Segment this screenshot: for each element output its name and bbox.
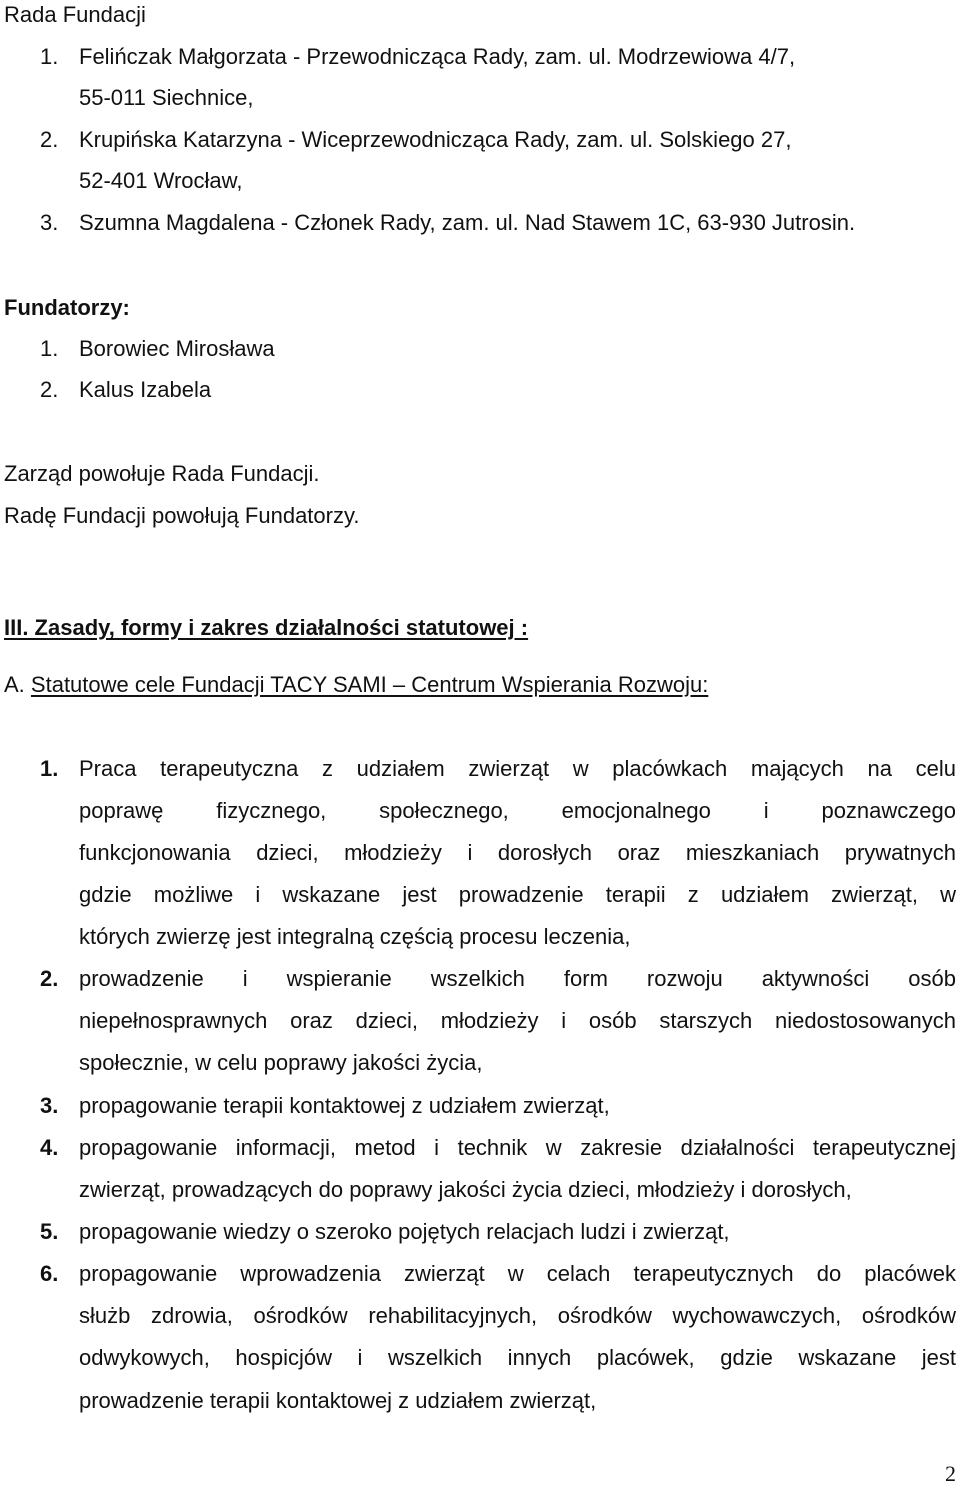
- page-number: 2: [945, 1461, 956, 1486]
- fundator-1-number: 1.: [40, 336, 59, 361]
- section-3-sub-title: Statutowe cele Fundacji TACY SAMI – Centrum Wspierania Rozwoju:: [30, 672, 709, 697]
- goal-4-line-2: zwierząt, prowadzących do poprawy jakości życia dzieci, młodzieży i dorosłych,: [79, 1177, 852, 1202]
- fundator-2-number: 2.: [40, 377, 59, 402]
- rada-item-1-line-2: 55-011 Siechnice,: [79, 85, 254, 110]
- goal-2-line-3: społecznie, w celu poprawy jakości życia,: [79, 1050, 483, 1075]
- goal-5-line-1: propagowanie wiedzy o szeroko pojętych relacjach ludzi i zwierząt,: [79, 1219, 730, 1244]
- section-3-sub-heading: [4, 672, 708, 698]
- rada-item-1-number: 1.: [40, 44, 59, 69]
- goal-1-line-3: funkcjonowania dzieci, młodzieży i dorosłych oraz mieszkaniach prywatnych: [79, 840, 956, 865]
- goal-4-number: 4.: [40, 1135, 59, 1160]
- fundator-2-name: Kalus Izabela: [79, 377, 212, 402]
- goal-1-line-1: Praca terapeutyczna z udziałem zwierząt w placówkach mających na celu: [79, 756, 956, 781]
- rada-item-3-number: 3.: [40, 210, 59, 235]
- fundatorzy-heading: Fundatorzy:: [4, 295, 130, 320]
- rada-heading: Rada Fundacji: [4, 2, 146, 27]
- goal-1-number: 1.: [40, 756, 59, 781]
- goal-6-line-2: służb zdrowia, ośrodków rehabilitacyjnych, ośrodków wychowawczych, ośrodków: [79, 1303, 956, 1328]
- rada-item-2-line-1: Krupińska Katarzyna - Wiceprzewodnicząca Rady, zam. ul. Solskiego 27,: [79, 127, 792, 152]
- rada-item-1-line-1: Felińczak Małgorzata - Przewodnicząca Rady, zam. ul. Modrzewiowa 4/7,: [79, 44, 796, 69]
- goal-3-line-1: propagowanie terapii kontaktowej z udziałem zwierząt,: [79, 1093, 610, 1118]
- goal-1-line-5: których zwierzę jest integralną częścią procesu leczenia,: [79, 924, 631, 949]
- goal-6-line-1: propagowanie wprowadzenia zwierząt w celach terapeutycznych do placówek: [79, 1261, 956, 1286]
- goal-6-line-3: odwykowych, hospicjów i wszelkich innych placówek, gdzie wskazane jest: [79, 1345, 956, 1370]
- goal-2-line-1: prowadzenie i wspieranie wszelkich form rozwoju aktywności osób: [79, 966, 956, 991]
- rada-item-2-line-2: 52-401 Wrocław,: [79, 168, 243, 193]
- section-3-heading: III. Zasady, formy i zakres działalności statutowej :: [4, 615, 529, 640]
- goal-3-number: 3.: [40, 1093, 59, 1118]
- goal-2-number: 2.: [40, 966, 59, 991]
- rada-item-3-line-1: Szumna Magdalena - Członek Rady, zam. ul. Nad Stawem 1C, 63-930 Jutrosin.: [79, 210, 856, 235]
- goal-6-line-4: prowadzenie terapii kontaktowej z udziałem zwierząt,: [79, 1388, 597, 1413]
- rada-item-2-number: 2.: [40, 127, 59, 152]
- goal-5-number: 5.: [40, 1219, 59, 1244]
- goal-4-line-1: propagowanie informacji, metod i technik w zakresie działalności terapeutycznej: [79, 1135, 956, 1160]
- goal-2-line-2: niepełnosprawnych oraz dzieci, młodzieży i osób starszych niedostosowanych: [79, 1008, 956, 1033]
- goal-6-number: 6.: [40, 1261, 59, 1286]
- note-rada: Radę Fundacji powołują Fundatorzy.: [4, 503, 360, 528]
- goal-1-line-2: poprawę fizycznego, społecznego, emocjonalnego i poznawczego: [79, 798, 956, 823]
- section-3-sub-prefix: A.: [4, 672, 25, 697]
- fundator-1-name: Borowiec Mirosława: [79, 336, 275, 361]
- note-zarzad: Zarząd powołuje Rada Fundacji.: [4, 461, 320, 486]
- goal-1-line-4: gdzie możliwe i wskazane jest prowadzenie terapii z udziałem zwierząt, w: [79, 882, 956, 907]
